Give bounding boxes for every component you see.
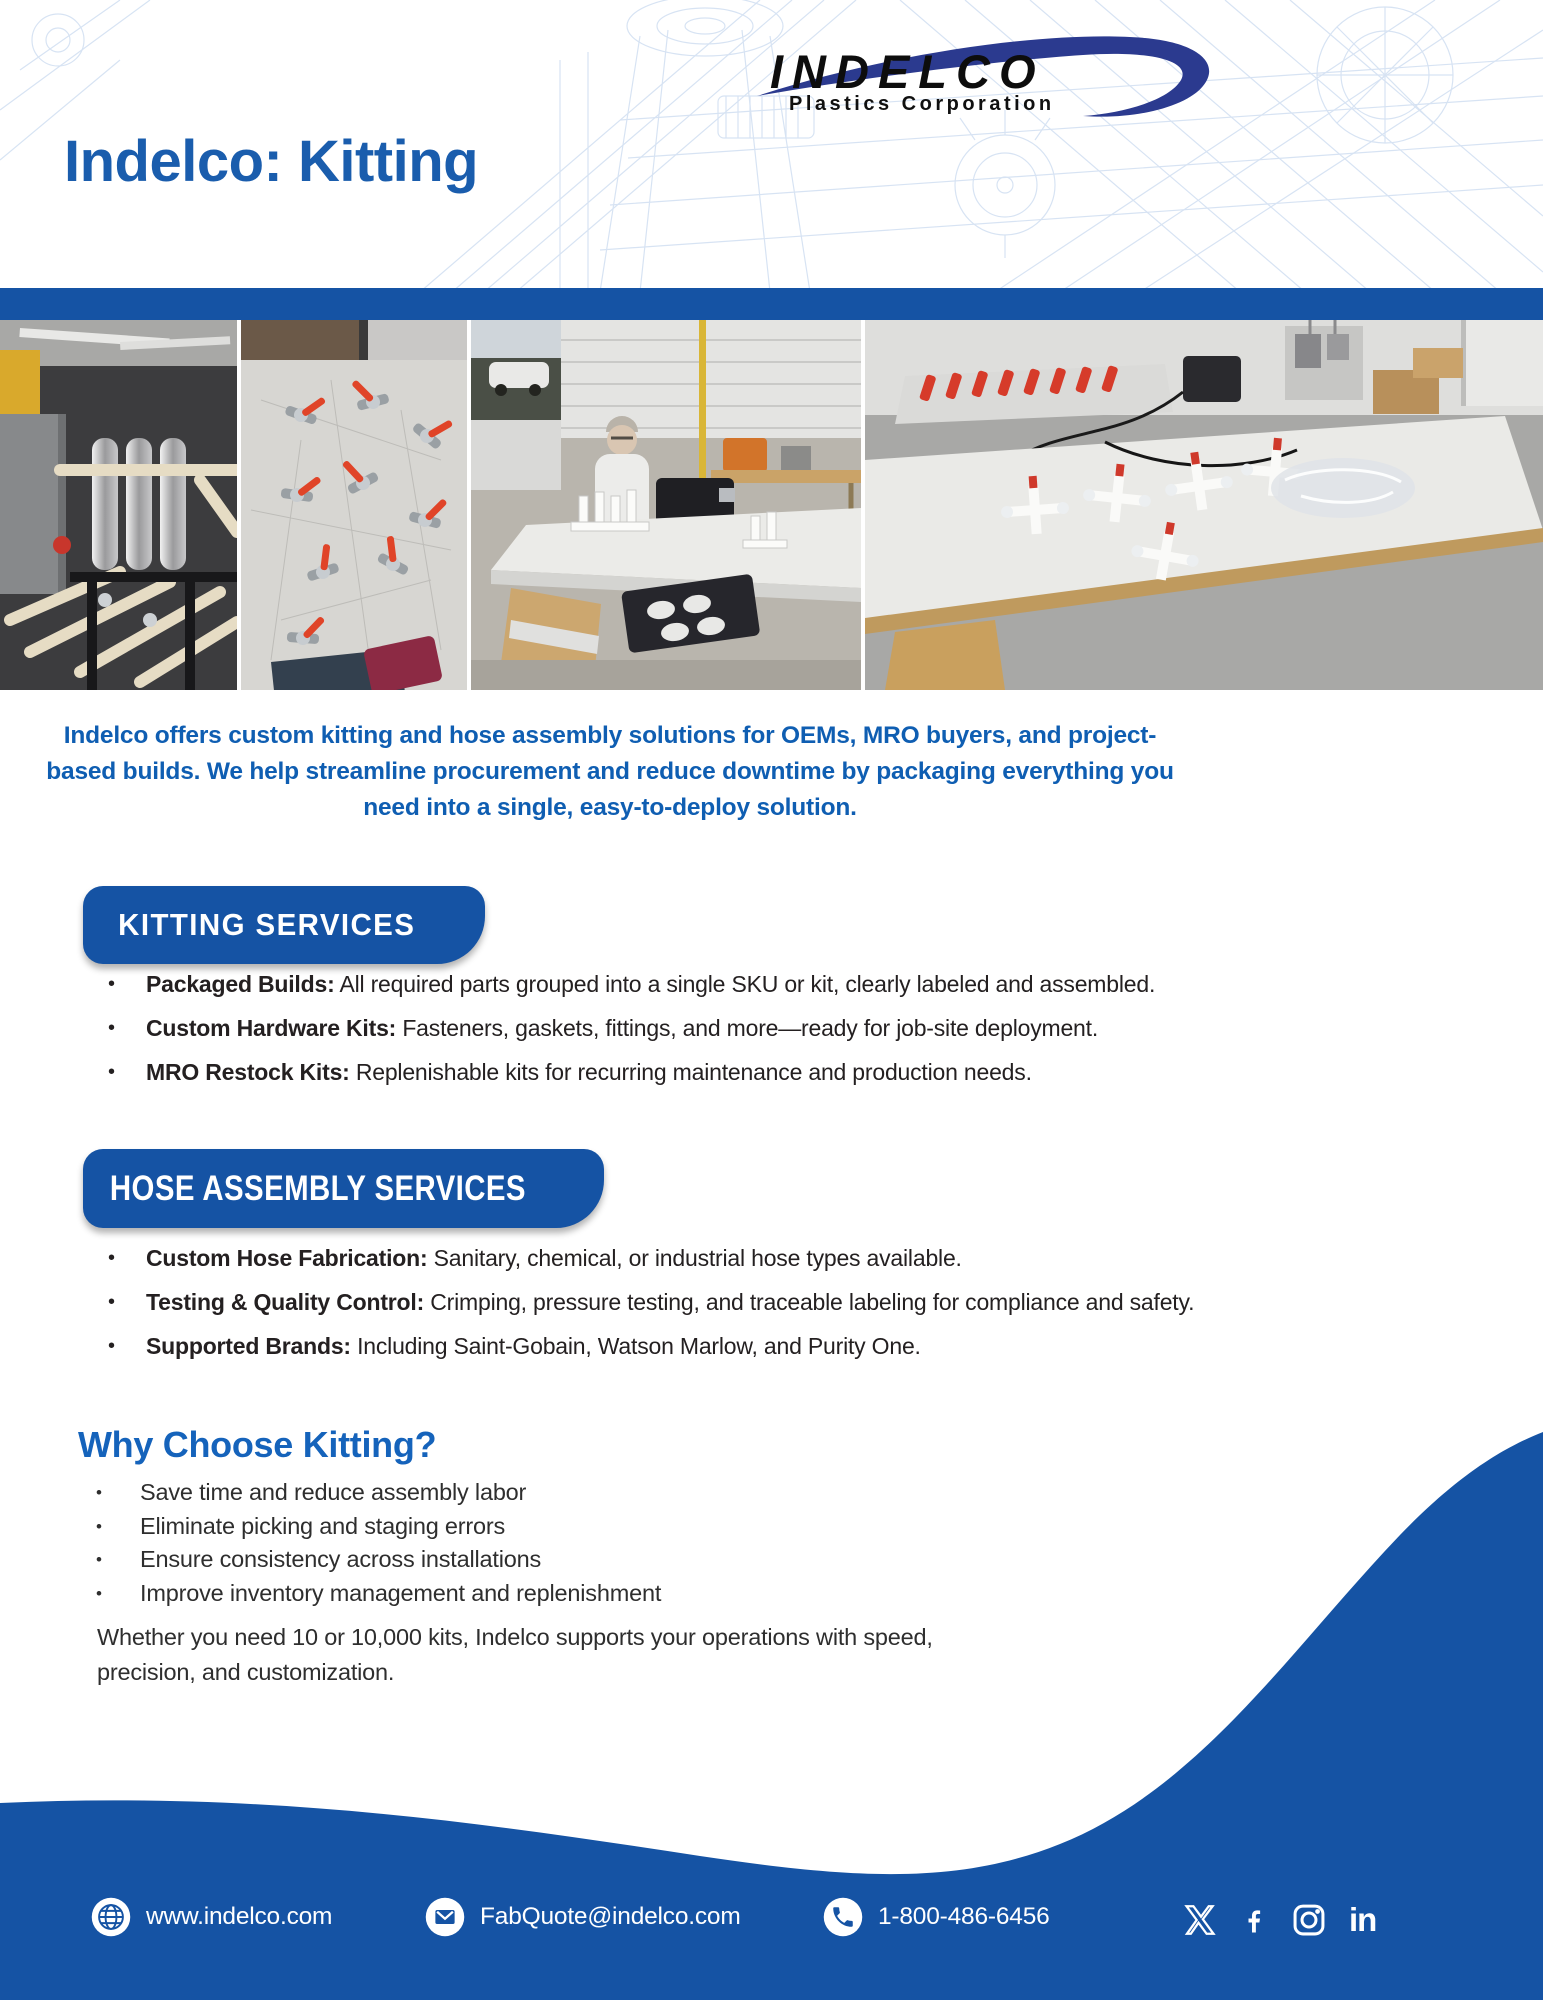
bullet-dot-icon: •: [108, 1061, 115, 1083]
bullet-text: Sanitary, chemical, or industrial hose types available.: [427, 1245, 962, 1271]
bullet-text: All required parts grouped into a single SKU or kit, clearly labeled and assembled.: [334, 971, 1156, 997]
bullet-text: Save time and reduce assembly labor: [140, 1479, 527, 1505]
bullet-label: MRO Restock Kits:: [146, 1059, 350, 1085]
section-heading-kitting-services: [83, 886, 485, 964]
bullet-label: Custom Hardware Kits:: [146, 1015, 397, 1041]
bullet-text: Ensure consistency across installations: [140, 1546, 542, 1572]
photo-assembly-table: [865, 320, 1543, 690]
bullet-label: Custom Hose Fabrication:: [146, 1245, 428, 1271]
x-twitter-icon[interactable]: [1182, 1902, 1218, 1938]
intro-paragraph: Indelco offers custom kitting and hose assembly solutions for OEMs, MRO buyers, and project-based builds. We help streamline procurement and reduce downtime by packaging everything you need into a single, easy-to-deploy solution.: [46, 722, 1174, 821]
instagram-icon[interactable]: [1290, 1901, 1328, 1939]
list-item: [100, 1280, 1500, 1324]
social-icons: [1182, 1898, 1376, 1942]
list-item: [100, 1236, 1500, 1280]
bullet-text: Crimping, pressure testing, and traceable labeling for compliance and safety.: [424, 1289, 1195, 1315]
bullet-text: Improve inventory management and replenishment: [140, 1579, 662, 1606]
footer-phone-link[interactable]: [822, 1893, 1050, 1941]
bullet-text: Replenishable kits for recurring maintenance and production needs.: [349, 1059, 1032, 1085]
bullet-text: Including Saint-Gobain, Watson Marlow, and Purity One.: [350, 1333, 921, 1359]
section-heading-hose-assembly-services: [83, 1149, 604, 1228]
bullet-dot-icon: •: [96, 1583, 102, 1603]
envelope-icon: [424, 1896, 466, 1938]
globe-icon: [90, 1896, 132, 1938]
bullet-dot-icon: •: [108, 973, 115, 995]
bullet-label: Supported Brands:: [146, 1333, 351, 1359]
bullet-dot-icon: •: [108, 1247, 115, 1269]
facebook-icon[interactable]: [1239, 1903, 1269, 1937]
phone-icon: [822, 1896, 864, 1938]
linkedin-icon[interactable]: in: [1349, 1901, 1377, 1938]
section-heading-label: HOSE ASSEMBLY SERVICES: [109, 1169, 526, 1208]
photo-piping-skid: [0, 320, 237, 690]
bullet-text: Eliminate picking and staging errors: [140, 1512, 506, 1539]
bullet-dot-icon: •: [96, 1550, 102, 1569]
footer-email-link[interactable]: [424, 1893, 741, 1941]
email-text: FabQuote@indelco.com: [480, 1903, 741, 1930]
kitting-bullet-list: [100, 962, 1500, 1094]
footer-website-link[interactable]: [90, 1893, 332, 1941]
photo-workshop-worker: [471, 320, 861, 690]
hose-bullet-list: [100, 1236, 1500, 1368]
bullet-dot-icon: •: [108, 1335, 115, 1357]
bullet-dot-icon: •: [108, 1017, 115, 1039]
website-text: www.indelco.com: [146, 1903, 333, 1930]
photo-strip-band: [0, 288, 1543, 320]
why-choose-kitting-heading: Why Choose Kitting?: [78, 1424, 437, 1465]
bullet-label: Testing & Quality Control:: [146, 1289, 425, 1315]
bullet-dot-icon: •: [96, 1516, 102, 1536]
section-heading-label: KITTING SERVICES: [118, 907, 416, 942]
phone-text: 1-800-486-6456: [878, 1903, 1050, 1930]
list-item: [100, 1050, 1500, 1094]
bullet-label: Packaged Builds:: [146, 971, 335, 997]
photo-valves-table: [241, 320, 467, 690]
bullet-text: Fasteners, gaskets, fittings, and more—ready for job-site deployment.: [396, 1015, 1099, 1041]
list-item: [100, 1006, 1500, 1050]
list-item: [100, 1324, 1500, 1368]
logo-wordmark: INDELCO: [770, 45, 1045, 98]
closing-paragraph: Whether you need 10 or 10,000 kits, Indelco supports your operations with speed, precision, and customization.: [97, 1624, 933, 1685]
logo-subtitle: Plastics Corporation: [789, 93, 1055, 115]
bullet-dot-icon: •: [96, 1483, 102, 1502]
list-item: [100, 962, 1500, 1006]
page-title: Indelco: Kitting: [64, 129, 479, 194]
bullet-dot-icon: •: [108, 1291, 115, 1313]
